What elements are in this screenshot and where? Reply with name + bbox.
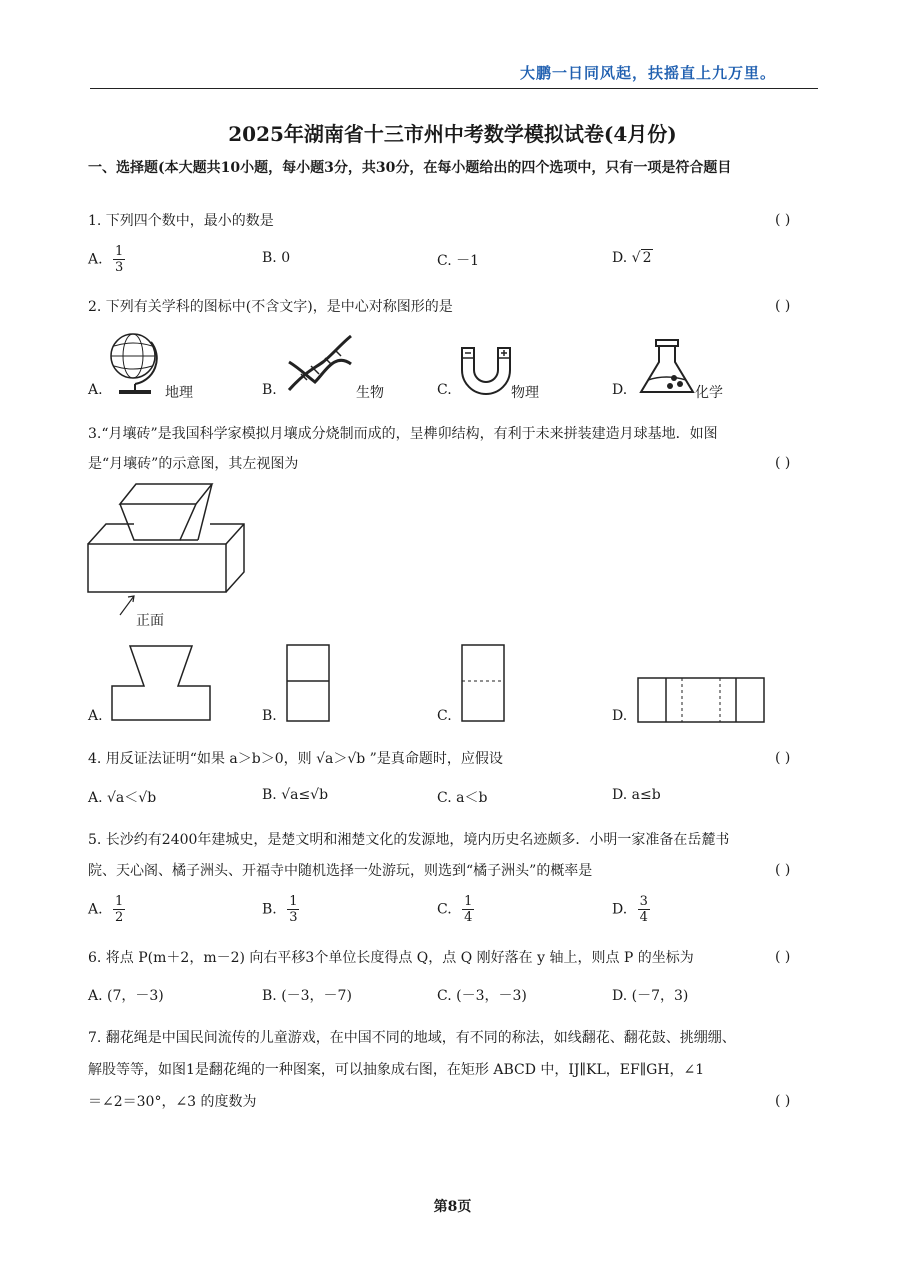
q4-option-c: C. a＜b (437, 790, 488, 806)
q3-option-b-figure (285, 643, 331, 723)
answer-bracket: ( ) (775, 1093, 791, 1109)
q4-option-b: B. √a≤√b (262, 787, 329, 803)
q6-option-d: D. (－7，3) (612, 988, 689, 1004)
question-7-stem-line2: 解股等等，如图1是翻花绳的一种图案，可以抽象成右图，在矩形 ABCD 中，IJ∥KL，EF∥GH，∠1 (88, 1062, 705, 1078)
question-5-stem-line1: 5. 长沙约有2400年建城史，是楚文明和湘楚文化的发源地，境内历史名迹颇多．小明一家准备在岳麓书 (88, 832, 730, 848)
q3-option-a-label: A. (88, 708, 103, 724)
q5-option-b: B. $\frac{1}{3}$ (262, 894, 298, 925)
q3-option-c-label: C. (437, 708, 452, 724)
q6-option-b: B. (－3，－7) (262, 988, 352, 1004)
dna-helix-icon (285, 332, 355, 394)
answer-bracket: ( ) (775, 750, 791, 766)
q6-option-a: A. (7，－3) (88, 988, 164, 1004)
q1-option-b: B. 0 (262, 250, 291, 266)
q2-option-b-label: B. (262, 382, 277, 398)
q1-option-a: A. $\frac{1}{3}$ (88, 244, 124, 275)
q3-option-d-label: D. (612, 708, 628, 724)
section-heading: 一、选择题(本大题共10小题，每小题3分，共30分，在每小题给出的四个选项中，只有一项是符合题目 (88, 160, 732, 176)
q3-option-d-figure (636, 676, 768, 724)
q2-label-chemistry: 化学 (695, 385, 723, 401)
q2-label-physics: 物理 (511, 385, 539, 401)
q2-label-geography: 地理 (165, 385, 193, 401)
question-2-stem: 2. 下列有关学科的图标中(不含文字)，是中心对称图形的是 (88, 299, 453, 315)
question-3-stem-line2: 是“月壤砖”的示意图，其左视图为 (88, 456, 299, 472)
q5-option-c: C. $\frac{1}{4}$ (437, 894, 473, 925)
question-1-stem: 1. 下列四个数中，最小的数是 (88, 213, 274, 229)
q4-option-d: D. a≤b (612, 787, 661, 803)
answer-bracket: ( ) (775, 862, 791, 878)
magnet-icon (458, 344, 514, 396)
globe-icon (105, 328, 165, 396)
answer-bracket: ( ) (775, 455, 791, 471)
question-4-stem: 4. 用反证法证明“如果 a＞b＞0，则 √a＞√b ”是真命题时，应假设 (88, 751, 503, 767)
flask-icon (636, 338, 696, 398)
q2-label-biology: 生物 (356, 385, 384, 401)
question-5-stem-line2: 院、天心阁、橘子洲头、开福寺中随机选择一处游玩，则选到“橘子洲头”的概率是 (88, 863, 593, 879)
header-motto: 大鹏一日同风起，扶摇直上九万里。 (520, 64, 777, 82)
q3-option-c-figure (460, 643, 506, 723)
question-7-stem-line3: ＝∠2＝30°，∠3 的度数为 (88, 1094, 257, 1110)
page-number: 第8页 (433, 1199, 472, 1215)
q2-option-c-label: C. (437, 382, 452, 398)
question-7-stem-line1: 7. 翻花绳是中国民间流传的儿童游戏，在中国不同的地域，有不同的称法，如线翻花、翻花鼓、挑绷绷、 (88, 1030, 736, 1046)
q2-option-d-label: D. (612, 382, 628, 398)
q6-option-c: C. (－3，－3) (437, 988, 527, 1004)
front-view-label: 正面 (136, 613, 164, 629)
question-3-stem-line1: 3.“月壤砖”是我国科学家模拟月壤成分烧制而成的，呈榫卯结构，有利于未来拼装建造月球基地．如图 (88, 426, 718, 442)
q1-option-c: C. －1 (437, 253, 480, 269)
q1-option-d: D. √ 2 (612, 250, 652, 266)
q3-option-a-figure (110, 644, 214, 724)
q5-option-d: D. $\frac{3}{4}$ (612, 894, 648, 925)
answer-bracket: ( ) (775, 949, 791, 965)
q5-option-a: A. $\frac{1}{2}$ (88, 894, 124, 925)
q3-option-b-label: B. (262, 708, 277, 724)
question-6-stem: 6. 将点 P(m＋2，m－2) 向右平移3个单位长度得点 Q，点 Q 刚好落在 y 轴上，则点 P 的坐标为 (88, 950, 694, 966)
paper-title: 2025年湖南省十三市州中考数学模拟试卷(4月份) (228, 122, 677, 146)
q2-option-a-label: A. (88, 382, 103, 398)
header-rule (90, 88, 818, 89)
answer-bracket: ( ) (775, 298, 791, 314)
answer-bracket: ( ) (775, 212, 791, 228)
q4-option-a: A. √a＜√b (88, 790, 157, 806)
moon-brick-diagram (86, 480, 250, 630)
